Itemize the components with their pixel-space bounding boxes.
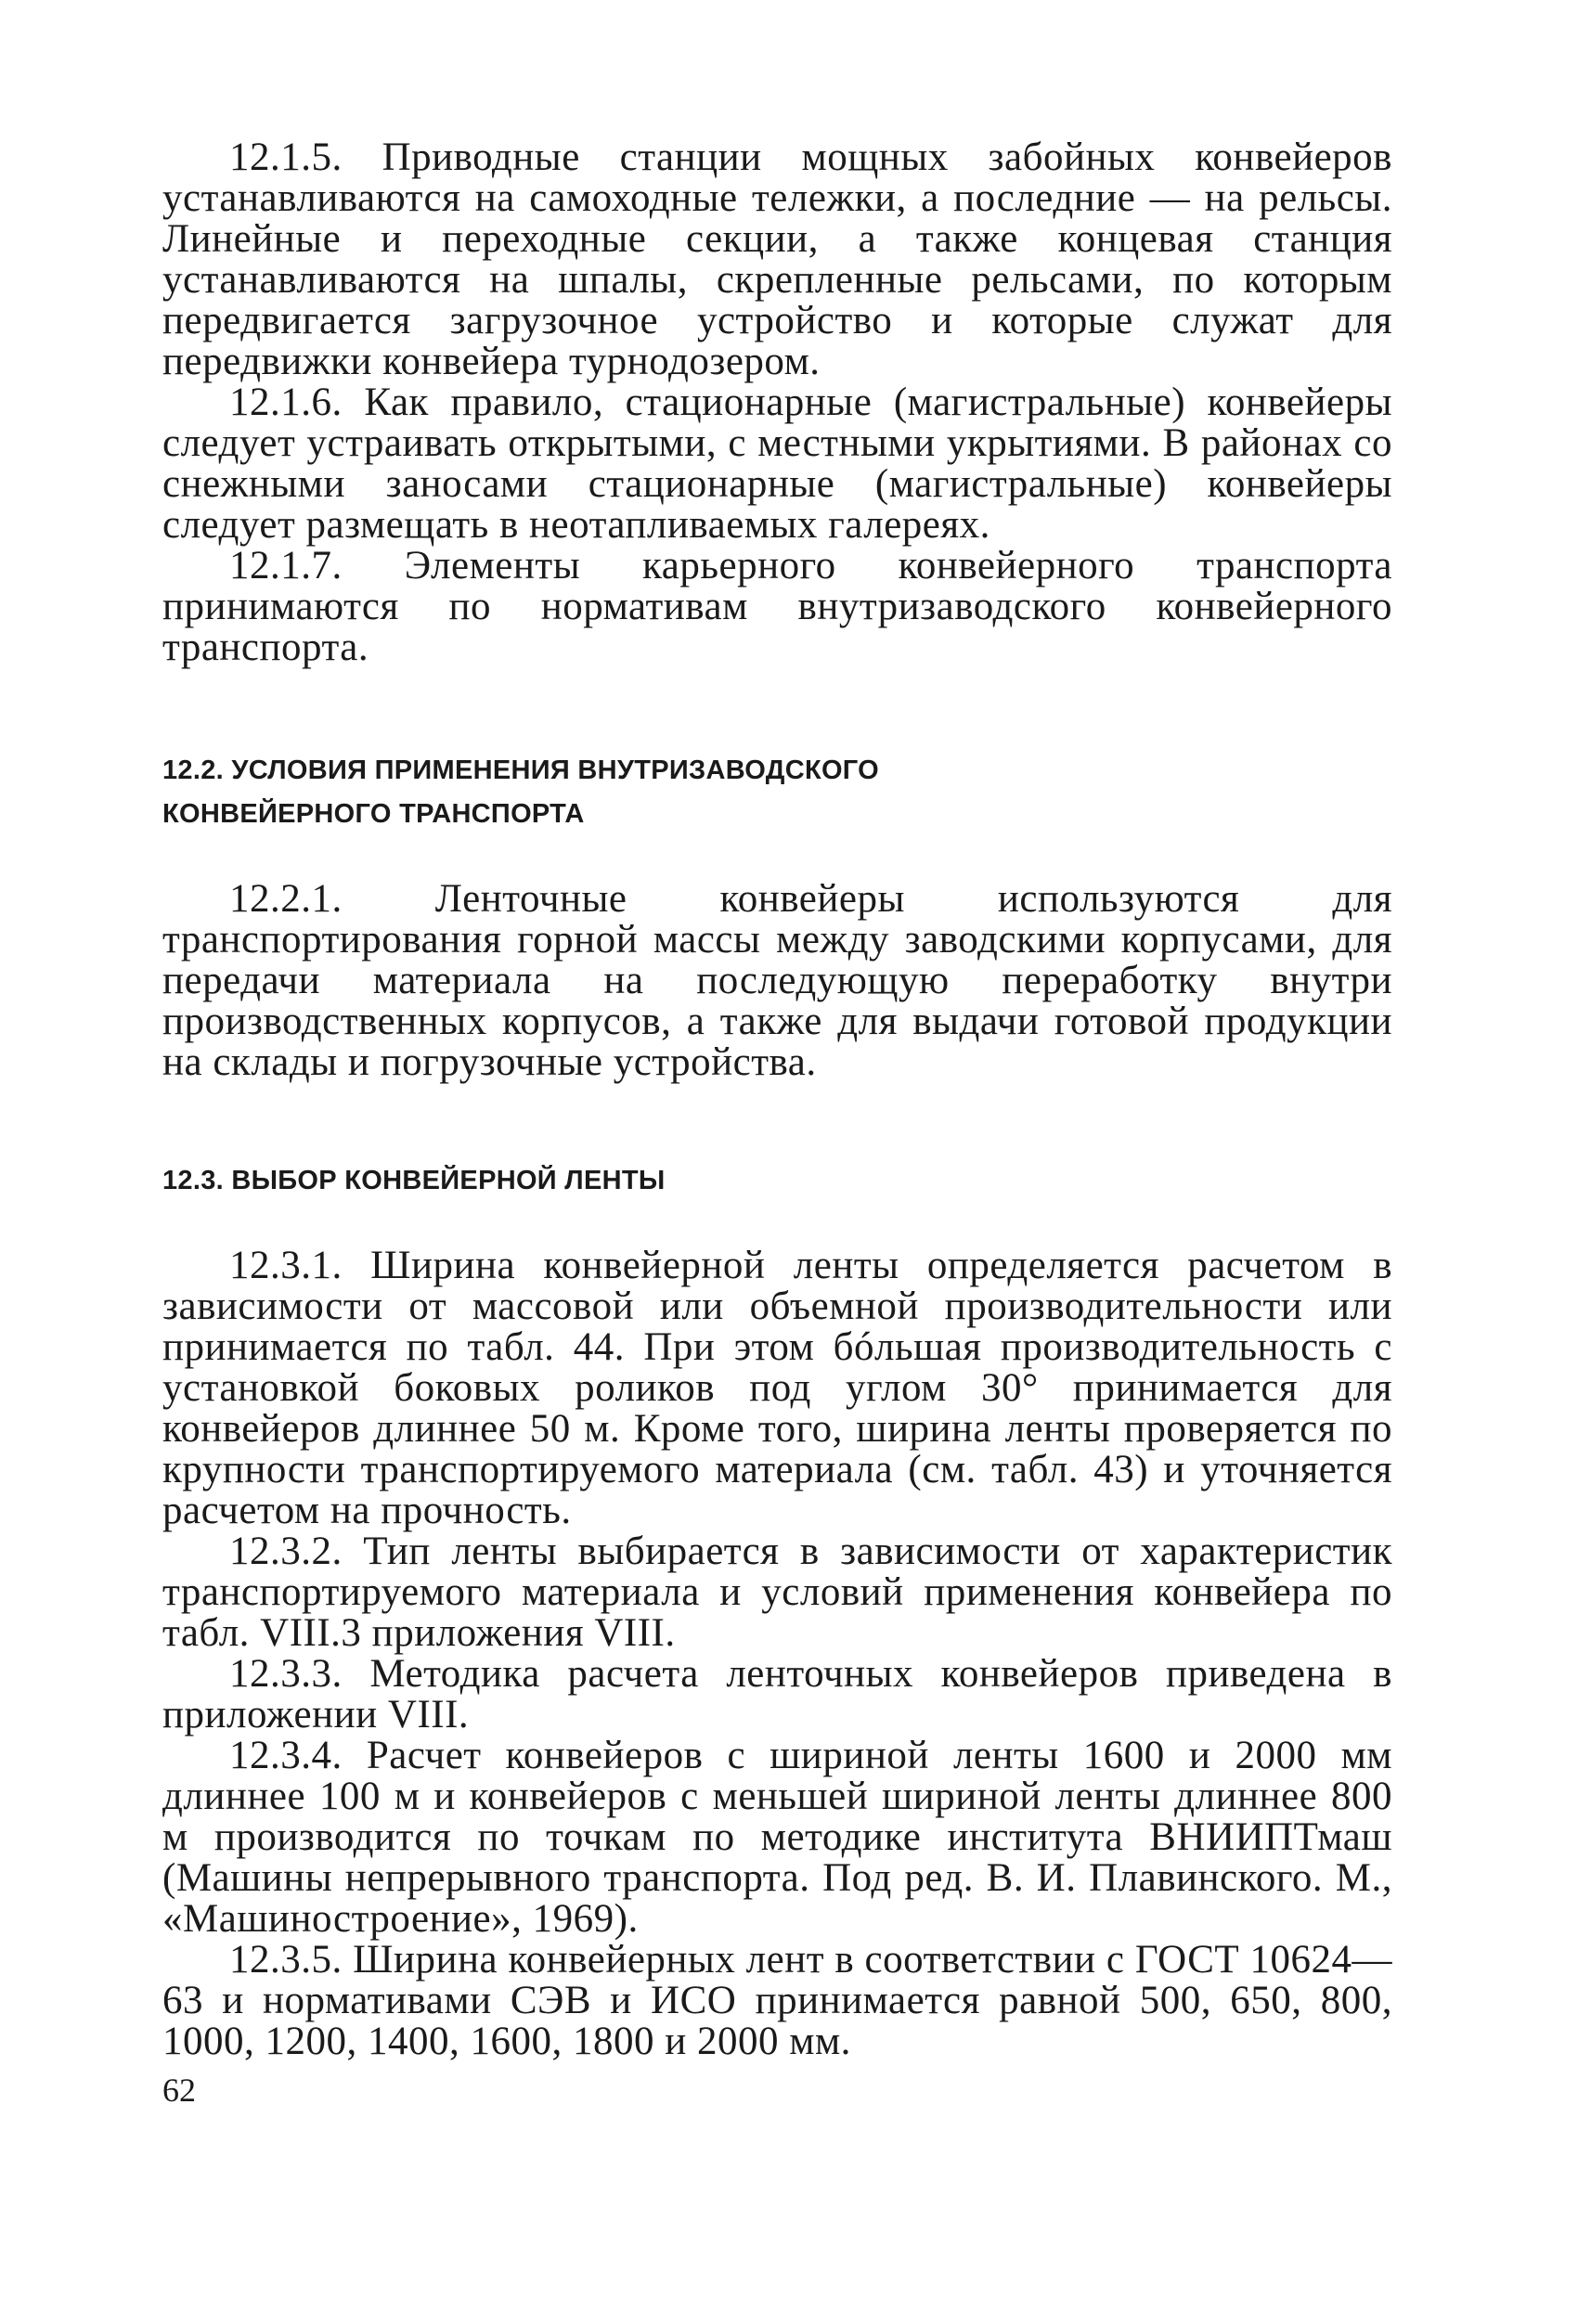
section-12-3 bbox=[162, 1246, 1392, 2062]
section-12-2-heading-line2: КОНВЕЙЕРНОГО ТРАНСПОРТА bbox=[162, 799, 585, 829]
paragraph-12-1-7: 12.1.7. Элементы карьерного конвейерного транспорта принимаются по нормативам внутризаводского конвейерного транспорта. bbox=[162, 544, 1392, 669]
paragraph-12-1-6: 12.1.6. Как правило, стационарные (магистральные) конвейеры следует устраивать открытыми, с местными укрытиями. В районах со снежными заносами стационарные (магистральные) конвейеры следует размещать в неотапливаемых галереях. bbox=[162, 381, 1392, 547]
paragraph-12-2-1: 12.2.1. Ленточные конвейеры используются для транспортирования горной массы между заводскими корпусами, для передачи материала на последующую переработку внутри производственных корпусов, а также для выдачи готовой продукции на склады и погрузочные устройства. bbox=[162, 877, 1392, 1084]
paragraph-12-3-1: 12.3.1. Ширина конвейерной ленты определяется расчетом в зависимости от массовой или объемной производительности или принимается по табл. 44. При этом бóльшая производительность с установкой боковых роликов под углом 30° принимается для конвейеров длиннее 50 м. Кроме того, ширина ленты проверяется по крупности транспортируемого материала (см. табл. 43) и уточняется расчетом на прочность. bbox=[162, 1244, 1392, 1532]
page-number: 62 bbox=[162, 2072, 196, 2109]
section-12-2-heading-line1: 12.2. УСЛОВИЯ ПРИМЕНЕНИЯ ВНУТРИЗАВОДСКОГО bbox=[162, 755, 880, 785]
section-12-3-heading: 12.3. ВЫБОР КОНВЕЙЕРНОЙ ЛЕНТЫ bbox=[162, 1166, 666, 1195]
section-12-2-heading bbox=[162, 749, 1392, 836]
paragraph-12-1-5: 12.1.5. Приводные станции мощных забойных конвейеров устанавливаются на самоходные тележки, а последние — на рельсы. Линейные и переходные секции, а также концевая станция устанавливаются на шпалы, скрепленные рельсами, по которым передвигается загрузочное устройство и которые служат для передвижки конвейера турнодозером. bbox=[162, 136, 1392, 383]
page-body bbox=[162, 137, 1392, 2062]
paragraph-12-3-4: 12.3.4. Расчет конвейеров с шириной ленты 1600 и 2000 мм длиннее 100 м и конвейеров с меньшей шириной ленты длиннее 800 м производится по точкам по методике института ВНИИПТмаш (Машины непрерывного транспорта. Под ред. В. И. Плавинского. М., «Машиностроение», 1969). bbox=[162, 1734, 1392, 1941]
paragraph-12-3-2: 12.3.2. Тип ленты выбирается в зависимости от характеристик транспортируемого материала и условий применения конвейера по табл. VIII.3 приложения VIII. bbox=[162, 1530, 1392, 1655]
paragraph-12-3-5: 12.3.5. Ширина конвейерных лент в соответствии с ГОСТ 10624—63 и нормативами СЭВ и ИСО принимается равной 500, 650, 800, 1000, 1200, 1400, 1600, 1800 и 2000 мм. bbox=[162, 1938, 1392, 2063]
section-12-2 bbox=[162, 879, 1392, 1083]
paragraph-12-3-3: 12.3.3. Методика расчета ленточных конвейеров приведена в приложении VIII. bbox=[162, 1652, 1392, 1737]
section-12-1 bbox=[162, 137, 1392, 668]
